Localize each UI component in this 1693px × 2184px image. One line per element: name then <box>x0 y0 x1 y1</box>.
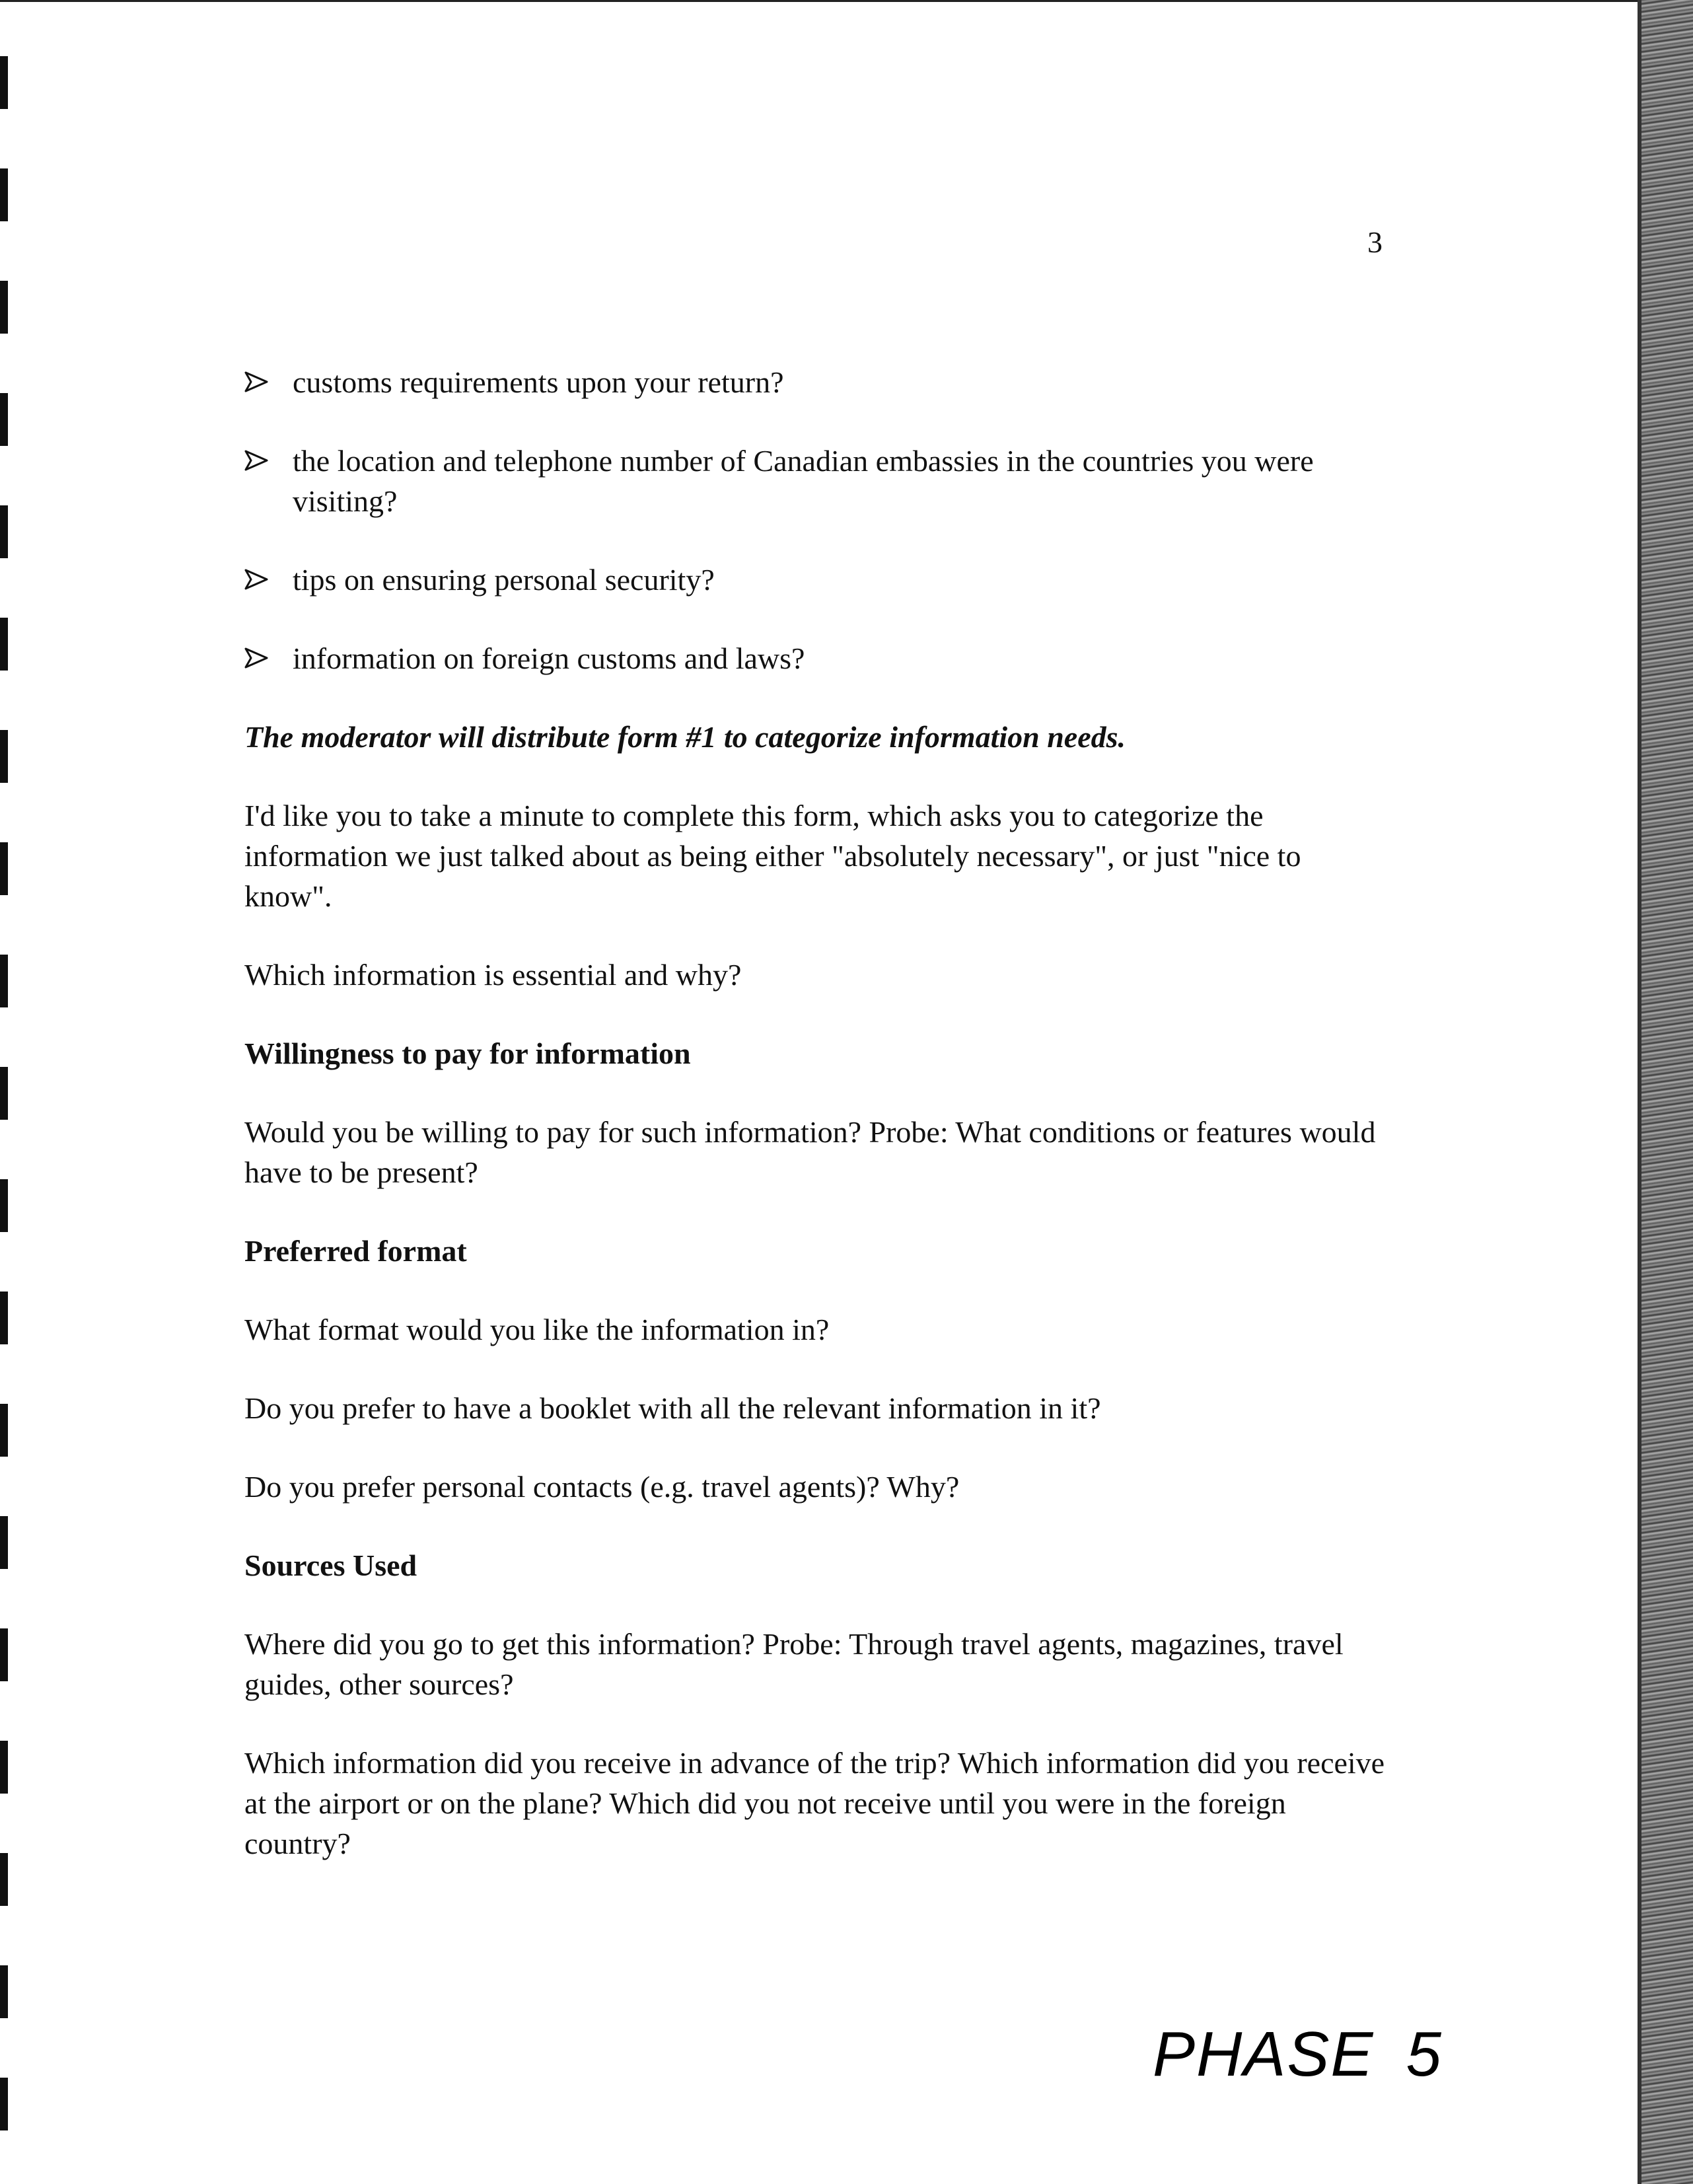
bullet-text: the location and telephone number of Canadian embassies in the countries you were visiting? <box>293 444 1314 518</box>
margin-mark <box>0 1741 8 1794</box>
margin-mark <box>0 1404 8 1457</box>
margin-mark <box>0 955 8 1007</box>
phase-label <box>1153 2018 1443 2091</box>
paragraph: Would you be willing to pay for such information? Probe: What conditions or features would have to be present? <box>244 1115 1376 1189</box>
section-heading-format: Preferred format <box>244 1234 467 1268</box>
arrowhead-bullet-icon <box>244 647 268 669</box>
paragraph: Do you prefer personal contacts (e.g. travel agents)? Why? <box>244 1470 960 1504</box>
margin-mark <box>0 1516 8 1569</box>
scan-top-edge <box>0 0 1638 2</box>
margin-mark <box>0 1067 8 1120</box>
bullet-item <box>244 362 1394 402</box>
phase-word: PHASE <box>1153 2019 1375 2090</box>
margin-mark <box>0 842 8 895</box>
bullet-text: information on foreign customs and laws? <box>293 641 805 675</box>
document-body <box>244 362 1394 1902</box>
margin-mark <box>0 618 8 671</box>
margin-mark <box>0 281 8 334</box>
bullet-text: tips on ensuring personal security? <box>293 563 715 597</box>
bullet-text: customs requirements upon your return? <box>293 365 784 399</box>
bullet-item <box>244 560 1394 600</box>
section-heading-willingness: Willingness to pay for information <box>244 1037 691 1070</box>
scan-binding-edge <box>1641 0 1693 2184</box>
arrowhead-bullet-icon <box>244 450 268 471</box>
margin-mark <box>0 1179 8 1232</box>
margin-mark <box>0 56 8 109</box>
paragraph: I'd like you to take a minute to complete this form, which asks you to categorize the information we just talked about as being either "absolutely necessary", or just "nice to know". <box>244 799 1301 913</box>
margin-mark <box>0 505 8 558</box>
paragraph: Where did you go to get this information? Probe: Through travel agents, magazines, travel guides, other sources? <box>244 1627 1344 1701</box>
paragraph: Do you prefer to have a booklet with all the relevant information in it? <box>244 1391 1101 1425</box>
bullet-item <box>244 441 1394 521</box>
margin-mark <box>0 1965 8 2018</box>
margin-mark <box>0 1628 8 1681</box>
paragraph: Which information is essential and why? <box>244 958 742 992</box>
margin-mark <box>0 1292 8 1344</box>
left-margin-marks <box>0 0 9 2184</box>
arrowhead-bullet-icon <box>244 569 268 590</box>
moderator-instruction: The moderator will distribute form #1 to categorize information needs. <box>244 720 1126 754</box>
margin-mark <box>0 2078 8 2130</box>
bullet-item <box>244 638 1394 678</box>
margin-mark <box>0 1853 8 1906</box>
phase-number: 5 <box>1406 2019 1443 2090</box>
margin-mark <box>0 730 8 783</box>
page-number: 3 <box>1367 225 1383 259</box>
paragraph: What format would you like the information in? <box>244 1313 830 1346</box>
section-heading-sources: Sources Used <box>244 1548 417 1582</box>
margin-mark <box>0 393 8 446</box>
paragraph: Which information did you receive in advance of the trip? Which information did you receive at the airport or on the plane? Which did you not receive until you were in the foreign country? <box>244 1746 1385 1860</box>
margin-mark <box>0 168 8 221</box>
arrowhead-bullet-icon <box>244 371 268 392</box>
